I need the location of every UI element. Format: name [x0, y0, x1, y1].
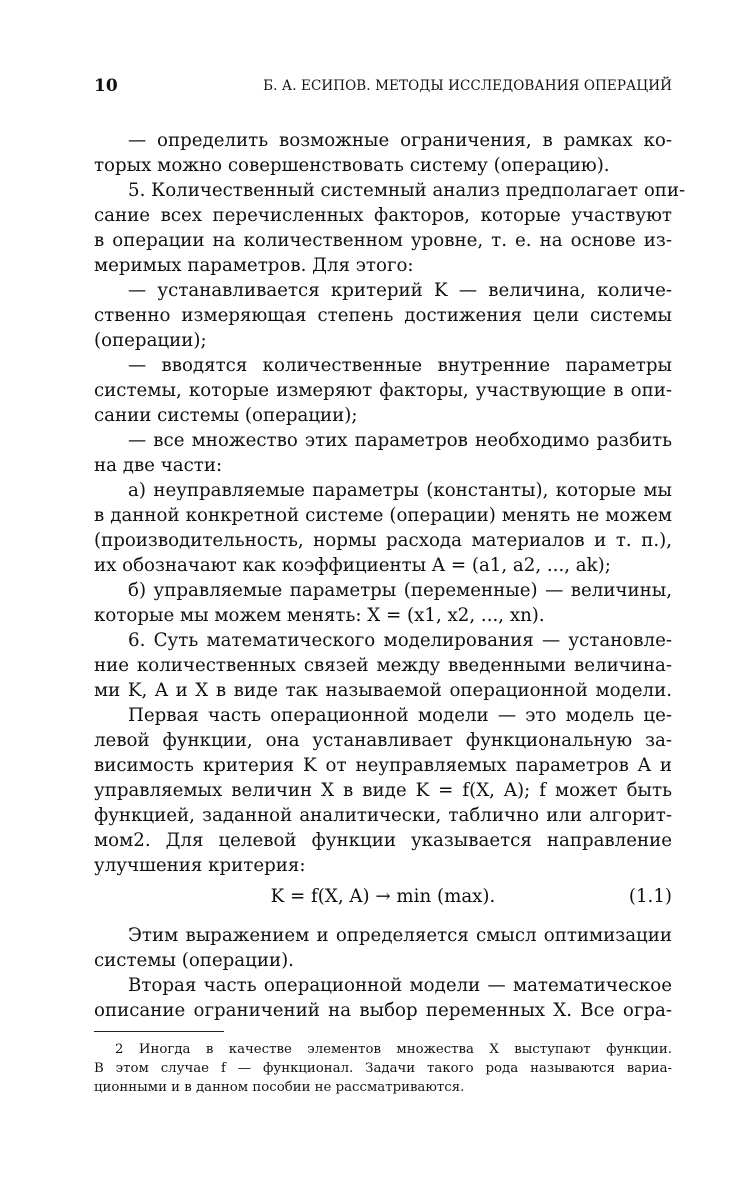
text-line: улучшения критерия:	[94, 855, 306, 876]
formula-1-1	[94, 884, 672, 910]
page-header	[94, 76, 672, 98]
text-line: мом2. Для целевой функции указывается направление	[94, 830, 672, 851]
footnote-line: ционными и в данном пособии не рассматриваются.	[94, 1080, 465, 1095]
text-line: на две части:	[94, 455, 223, 476]
text-line: меримых параметров. Для этого:	[94, 255, 414, 276]
text-line: Первая часть операционной модели — это модель це-	[128, 705, 672, 726]
footnote-rule	[94, 1031, 224, 1032]
formula-expression: K = f(X, A) → min (max).	[270, 886, 496, 907]
text-line: системы (операции).	[94, 950, 294, 971]
text-line: (операции);	[94, 330, 207, 351]
text-line: 5. Количественный системный анализ предполагает опи-	[128, 180, 686, 201]
text-line: в операции на количественном уровне, т. е. на основе из-	[94, 230, 672, 251]
text-line: 6. Суть математического моделирования — установле-	[128, 630, 672, 651]
text-line: — все множество этих параметров необходимо разбить	[128, 430, 672, 451]
footnote-line: 2 Иногда в качестве элементов множества X выступают функции.	[115, 1042, 672, 1057]
text-line: ми K, A и X в виде так называемой операционной модели.	[94, 680, 672, 701]
text-line: б) управляемые параметры (переменные) — величины,	[128, 580, 672, 601]
text-line: сании системы (операции);	[94, 405, 358, 426]
text-line: их обозначают как коэффициенты A = (a1, a2, ..., ak);	[94, 555, 611, 576]
text-line: Вторая часть операционной модели — математическое	[128, 975, 672, 996]
running-title: Б. А. ЕСИПОВ. МЕТОДЫ ИССЛЕДОВАНИЯ ОПЕРАЦИЙ	[263, 78, 672, 94]
text-line: торых можно совершенствовать систему (операцию).	[94, 155, 610, 176]
text-line: ственно измеряющая степень достижения цели системы	[94, 305, 672, 326]
text-line: сание всех перечисленных факторов, которые участвуют	[94, 205, 672, 226]
text-line: а) неуправляемые параметры (константы), которые мы	[128, 480, 672, 501]
text-line: левой функции, она устанавливает функциональную за-	[94, 730, 672, 751]
text-line: — вводятся количественные внутренние параметры	[128, 355, 672, 376]
text-line: которые мы можем менять: X = (x1, x2, ..., xn).	[94, 605, 545, 626]
page-number: 10	[94, 76, 118, 96]
text-line: — устанавливается критерий K — величина, количе-	[128, 280, 672, 301]
formula-number: (1.1)	[628, 886, 672, 907]
text-line: висимость критерия K от неуправляемых параметров A и	[94, 755, 672, 776]
text-line: Этим выражением и определяется смысл оптимизации	[128, 925, 672, 946]
footnote-line: В этом случае f — функционал. Задачи такого рода называются вариа-	[94, 1061, 672, 1076]
text-line: ние количественных связей между введенными величина-	[94, 655, 672, 676]
text-line: функцией, заданной аналитически, таблично или алгорит-	[94, 805, 672, 826]
text-line: описание ограничений на выбор переменных X. Все огра-	[94, 1000, 672, 1021]
text-line: в данной конкретной системе (операции) менять не можем	[94, 505, 672, 526]
text-line: системы, которые измеряют факторы, участвующие в опи-	[94, 380, 672, 401]
text-line: — определить возможные ограничения, в рамках ко-	[128, 130, 672, 151]
text-line: (производительность, нормы расхода материалов и т. п.),	[94, 530, 672, 551]
text-line: управляемых величин X в виде K = f(X, A); f может быть	[94, 780, 672, 801]
